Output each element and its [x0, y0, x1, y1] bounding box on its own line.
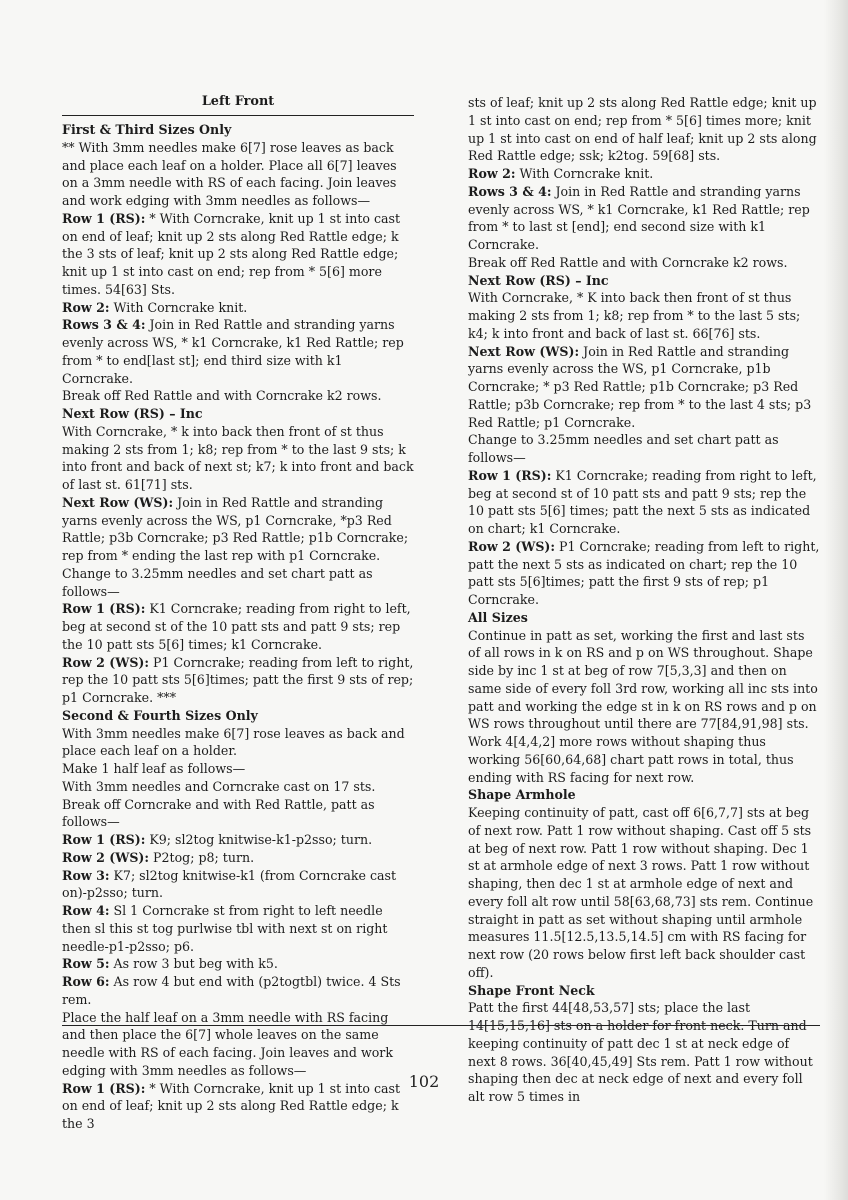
instruction-text: K1 Corncrake; reading from right to left, beg at second st of the 10 patt sts and patt 9 sts; rep the 10 patt sts 5[6] times; k1 Corncrake.	[62, 601, 411, 652]
right-text-blocks	[468, 94, 820, 1106]
subheading	[468, 982, 820, 1000]
instruction-text: P1 Corncrake; reading from left to right, patt the next 5 sts as indicated on chart; rep the 10 patt sts 5[6]times; patt the first 9 sts of rep; p1 Corncrake.	[468, 538, 820, 607]
paragraph	[62, 760, 414, 778]
instruction-label: Row 2 (WS):	[62, 654, 150, 670]
instruction-label: Row 1 (RS):	[62, 832, 146, 847]
instruction-label: First & Third Sizes Only	[62, 122, 232, 137]
instruction-label: Next Row (WS):	[468, 343, 580, 359]
instruction-text: K1 Corncrake; reading from right to left, beg at second st of 10 patt sts and patt 9 sts; rep the 10 patt sts 5[6] times; patt the next 5 sts as indicated on chart; k1 Corncrake.	[468, 467, 817, 536]
paragraph	[62, 725, 414, 761]
instruction-label: Row 4:	[62, 903, 110, 918]
instruction-text: Break off Red Rattle and with Corncrake k2 rows.	[62, 388, 382, 404]
paragraph	[468, 254, 820, 272]
instruction-label: Next Row (RS) – Inc	[468, 272, 609, 288]
subheading	[468, 786, 820, 804]
paragraph	[62, 423, 414, 494]
paragraph	[468, 289, 820, 342]
instruction-text: As row 3 but beg with k5.	[109, 956, 278, 972]
paragraph	[62, 955, 414, 973]
paragraph	[62, 494, 414, 565]
subheading	[62, 707, 414, 725]
instruction-text: With Corncrake, * k into back then front of st thus making 2 sts from 1; k8; rep from * to the last 9 sts; k into front and back of next st; k7; k into front and back of last st. 61[71] sts.	[62, 423, 414, 492]
instruction-label: Row 1 (RS):	[62, 601, 146, 617]
instruction-text: K9; sl2tog knitwise-k1-p2sso; turn.	[145, 832, 373, 847]
instruction-label: Rows 3 & 4:	[468, 183, 552, 199]
instruction-label: Row 2:	[62, 299, 110, 315]
instruction-label: Row 1 (RS):	[468, 467, 552, 483]
left-text-blocks	[62, 121, 414, 1133]
paragraph	[468, 183, 820, 254]
instruction-label: Row 2 (WS):	[62, 849, 150, 865]
instruction-text: P1 Corncrake; reading from left to right, rep the 10 patt sts 5[6]times; patt the first 9 sts of rep; p1 Corncrake. ***	[62, 654, 414, 705]
instruction-label: Rows 3 & 4:	[62, 317, 146, 333]
instruction-text: With Corncrake, * K into back then front of st thus making 2 sts from 1; k8; rep from * to the last 5 sts; k4; k into front and back of last st. 66[76] sts.	[468, 290, 801, 341]
subheading	[62, 405, 414, 423]
paragraph	[62, 973, 414, 1009]
instruction-text: With Corncrake knit.	[109, 299, 248, 315]
paragraph	[62, 831, 414, 849]
instruction-text: Continue in patt as set, working the first and last sts of all rows in k on RS and p on WS throughout. Shape side by inc 1 st at beg of row 7[5,3,3] and then on same side of every foll 3rd row, working all inc sts into patt and working the edge st in k on RS rows and p on WS rows throughout until there are 77[84,91,98] sts. Work 4[4,4,2] more rows without shaping thus working 56[60,64,68] chart patt rows in total, thus ending with RS facing for next row.	[468, 627, 818, 785]
instruction-text: With 3mm needles make 6[7] rose leaves as back and place each leaf on a holder.	[62, 725, 405, 759]
paragraph	[62, 565, 414, 601]
instruction-label: Next Row (WS):	[62, 494, 174, 510]
instruction-text: Join in Red Rattle and stranding yarns evenly across WS, * k1 Corncrake, k1 Red Rattle; rep from * to last st [end]; end second size with k1 Corncrake.	[468, 183, 810, 252]
instruction-label: Second & Fourth Sizes Only	[62, 707, 258, 723]
instruction-text: Join in Red Rattle and stranding yarns evenly across the WS, p1 Corncrake, *p3 Red Rattle; p3b Corncrake; p3 Red Rattle; p1b Corncrake; rep from * ending the last rep with p1 Corncrake.	[62, 494, 409, 563]
paragraph	[62, 139, 414, 210]
instruction-label: Row 3:	[62, 867, 110, 883]
instruction-text: Break off Red Rattle and with Corncrake k2 rows.	[468, 254, 788, 270]
subheading	[468, 272, 820, 290]
instruction-text: ** With 3mm needles make 6[7] rose leaves as back and place each leaf on a holder. Place all 6[7] leaves on a 3mm needle with RS of each facing. Join leaves and work edging with 3mm needles as follows—	[62, 139, 397, 208]
instruction-text: sts of leaf; knit up 2 sts along Red Rattle edge; knit up 1 st into cast on end; rep from * 5[6] times more; knit up 1 st into cast on end of half leaf; knit up 2 sts along Red Rattle edge; ssk; k2tog. 59[68] sts.	[468, 95, 817, 164]
instruction-text: Join in Red Rattle and stranding yarns evenly across the WS, p1 Corncrake, p1b Corncrake; * p3 Red Rattle; p1b Corncrake; p3 Red Rattle; p3b Corncrake; rep from * to the last 4 sts; p3 Red Rattle; p1 Corncrake.	[468, 343, 812, 430]
instruction-text: Keeping continuity of patt, cast off 6[6,7,7] sts at beg of next row. Patt 1 row without shaping. Cast off 5 sts at beg of next row. Patt 1 row without shaping. Dec 1 st at armhole edge of next 3 rows. Patt 1 row without shaping, then dec 1 st at armhole edge of next and every foll alt row until 58[63,68,73] sts rem. Continue straight in patt as set without shaping until armhole measures 11.5[12.5,13.5,14.5] cm with RS facing for next row (20 rows below first left back shoulder cast off).	[468, 805, 814, 980]
instruction-text: Change to 3.25mm needles and set chart patt as follows—	[62, 565, 373, 599]
paragraph	[468, 343, 820, 432]
left-column	[62, 93, 414, 1133]
instruction-text: Patt the first 44[48,53,57] sts; place the last 14[15,15,16] sts on a holder for front neck. Turn and keeping continuity of patt dec 1 st at neck edge of next 8 rows. 36[40,45,49] Sts rem. Patt 1 row without shaping then dec at neck edge of next and every foll alt row 5 times in	[468, 1000, 813, 1104]
bottom-rule	[62, 1025, 820, 1026]
instruction-label: Shape Front Neck	[468, 982, 595, 998]
title-rule	[62, 115, 414, 116]
instruction-label: Row 5:	[62, 956, 110, 972]
instruction-text: * With Corncrake, knit up 1 st into cast on end of leaf; knit up 2 sts along Red Rattle edge; k the 3 sts of leaf; knit up 2 sts along Red Rattle edge; knit up 1 st into cast on end; rep from * 5[6] more times. 54[63] Sts.	[62, 210, 401, 297]
instruction-label: Row 1 (RS):	[62, 210, 146, 226]
paragraph	[468, 431, 820, 467]
paragraph	[62, 387, 414, 405]
instruction-text: With 3mm needles and Corncrake cast on 17 sts. Break off Corncrake and with Red Rattle, patt as follows—	[62, 778, 376, 830]
instruction-text: As row 4 but end with (p2togtbl) twice. 4 Sts rem.	[62, 974, 401, 1007]
instruction-label: Shape Armhole	[468, 787, 576, 803]
instruction-label: All Sizes	[468, 609, 528, 625]
paragraph	[62, 299, 414, 317]
instruction-label: Row 1 (RS):	[62, 1080, 146, 1096]
paragraph	[62, 600, 414, 653]
subheading	[62, 121, 414, 139]
instruction-text: K7; sl2tog knitwise-k1 (from Corncrake cast on)-p2sso; turn.	[62, 867, 397, 901]
instruction-label: Row 2:	[468, 166, 516, 181]
paragraph	[62, 849, 414, 867]
paragraph	[62, 778, 414, 831]
instruction-text: * With Corncrake, knit up 1 st into cast on end of leaf; knit up 2 sts along Red Rattle edge; k the 3	[62, 1080, 401, 1131]
page-edge-shadow	[824, 0, 848, 1200]
paragraph	[468, 804, 820, 982]
paragraph	[62, 1009, 414, 1080]
paragraph	[62, 867, 414, 903]
instruction-text: With Corncrake knit.	[515, 166, 654, 181]
instruction-text: Place the half leaf on a 3mm needle with RS facing and then place the 6[7] whole leaves on the same needle with RS of each facing. Join leaves and work edging with 3mm needles as follows—	[62, 1009, 393, 1078]
paragraph	[62, 902, 414, 955]
paragraph	[62, 654, 414, 707]
instruction-text: Sl 1 Corncrake st from right to left needle then sl this st tog purlwise tbl with next st on right needle-p1-p2sso; p6.	[62, 903, 388, 954]
instruction-label: Row 2 (WS):	[468, 538, 556, 554]
instruction-text: Make 1 half leaf as follows—	[62, 761, 246, 776]
instruction-text: Change to 3.25mm needles and set chart patt as follows—	[468, 432, 779, 465]
paragraph	[468, 165, 820, 183]
paragraph	[468, 94, 820, 165]
instruction-label: Row 6:	[62, 974, 110, 989]
section-title: Left Front	[201, 94, 275, 109]
subheading	[468, 609, 820, 627]
paragraph	[468, 467, 820, 538]
instruction-label: Next Row (RS) – Inc	[62, 406, 203, 421]
right-column	[468, 94, 820, 1106]
paragraph	[468, 627, 820, 787]
instruction-text: Join in Red Rattle and stranding yarns evenly across WS, * k1 Corncrake, k1 Red Rattle; rep from * to end[last st]; end third size with k1 Corncrake.	[62, 317, 404, 386]
paragraph	[468, 538, 820, 609]
page-number: 102	[408, 1072, 440, 1091]
paragraph	[62, 316, 414, 387]
instruction-text: P2tog; p8; turn.	[149, 849, 255, 865]
paragraph	[62, 210, 414, 299]
